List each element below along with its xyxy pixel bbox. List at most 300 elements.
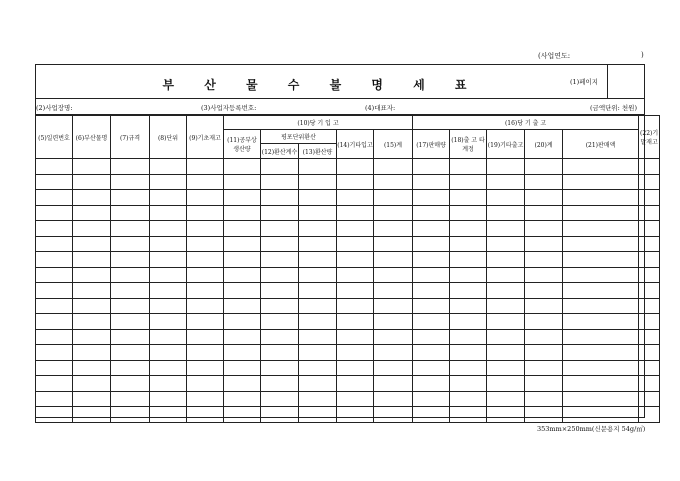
table-cell[interactable]	[36, 376, 73, 392]
table-cell[interactable]	[187, 360, 224, 376]
table-cell[interactable]	[150, 205, 187, 221]
table-cell[interactable]	[111, 236, 150, 252]
table-cell[interactable]	[374, 221, 413, 237]
table-cell[interactable]	[224, 391, 261, 407]
table-cell[interactable]	[413, 298, 450, 314]
table-cell[interactable]	[374, 345, 413, 361]
table-cell[interactable]	[374, 159, 413, 175]
table-cell[interactable]	[299, 407, 337, 423]
table-cell[interactable]	[563, 391, 639, 407]
col-sales-quantity: (17)판매량	[413, 130, 450, 159]
table-cell[interactable]	[487, 159, 525, 175]
table-cell[interactable]	[261, 376, 299, 392]
table-cell[interactable]	[563, 252, 639, 268]
table-row	[36, 205, 660, 221]
table-cell[interactable]	[487, 283, 525, 299]
table-cell[interactable]	[374, 190, 413, 206]
page-number-box[interactable]	[607, 64, 646, 98]
table-cell[interactable]	[36, 314, 73, 330]
table-cell[interactable]	[374, 329, 413, 345]
table-cell[interactable]	[450, 407, 487, 423]
table-cell[interactable]	[525, 376, 563, 392]
table-cell[interactable]	[450, 298, 487, 314]
table-cell[interactable]	[224, 329, 261, 345]
table-cell[interactable]	[450, 205, 487, 221]
table-cell[interactable]	[563, 314, 639, 330]
table-cell[interactable]	[337, 267, 374, 283]
table-cell[interactable]	[413, 391, 450, 407]
table-cell[interactable]	[299, 190, 337, 206]
table-cell[interactable]	[73, 159, 111, 175]
title-row	[35, 64, 645, 99]
table-cell[interactable]	[413, 174, 450, 190]
table-cell[interactable]	[261, 159, 299, 175]
table-cell[interactable]	[337, 345, 374, 361]
table-cell[interactable]	[261, 190, 299, 206]
table-cell[interactable]	[261, 174, 299, 190]
table-cell[interactable]	[36, 252, 73, 268]
col-conversion-factor: (12)환산계수	[261, 144, 299, 159]
table-cell[interactable]	[639, 283, 660, 299]
table-cell[interactable]	[150, 329, 187, 345]
table-cell[interactable]	[487, 190, 525, 206]
table-cell[interactable]	[187, 267, 224, 283]
table-cell[interactable]	[36, 360, 73, 376]
table-cell[interactable]	[487, 205, 525, 221]
table-cell[interactable]	[299, 236, 337, 252]
table-cell[interactable]	[224, 407, 261, 423]
table-cell[interactable]	[150, 298, 187, 314]
table-row	[36, 298, 660, 314]
table-cell[interactable]	[299, 252, 337, 268]
table-cell[interactable]	[224, 267, 261, 283]
table-cell[interactable]	[299, 314, 337, 330]
table-cell[interactable]	[413, 345, 450, 361]
table-cell[interactable]	[374, 267, 413, 283]
table-cell[interactable]	[111, 267, 150, 283]
table-cell[interactable]	[299, 205, 337, 221]
table-cell[interactable]	[150, 252, 187, 268]
table-cell[interactable]	[337, 190, 374, 206]
table-cell[interactable]	[413, 314, 450, 330]
table-cell[interactable]	[111, 314, 150, 330]
table-cell[interactable]	[187, 174, 224, 190]
table-cell[interactable]	[299, 267, 337, 283]
table-cell[interactable]	[36, 205, 73, 221]
table-cell[interactable]	[299, 283, 337, 299]
table-cell[interactable]	[150, 376, 187, 392]
table-cell[interactable]	[487, 314, 525, 330]
col-sales-amount: (21)판매액	[563, 130, 639, 159]
table-cell[interactable]	[261, 221, 299, 237]
table-cell[interactable]	[150, 190, 187, 206]
table-cell[interactable]	[224, 360, 261, 376]
table-cell[interactable]	[450, 283, 487, 299]
table-cell[interactable]	[224, 236, 261, 252]
table-cell[interactable]	[450, 267, 487, 283]
table-cell[interactable]	[413, 376, 450, 392]
table-cell[interactable]	[413, 283, 450, 299]
table-cell[interactable]	[337, 360, 374, 376]
table-cell[interactable]	[563, 376, 639, 392]
table-cell[interactable]	[563, 236, 639, 252]
table-cell[interactable]	[374, 236, 413, 252]
table-cell[interactable]	[111, 174, 150, 190]
table-cell[interactable]	[299, 174, 337, 190]
table-cell[interactable]	[150, 159, 187, 175]
table-cell[interactable]	[374, 174, 413, 190]
table-cell[interactable]	[413, 236, 450, 252]
table-cell[interactable]	[111, 391, 150, 407]
table-cell[interactable]	[639, 267, 660, 283]
table-cell[interactable]	[487, 221, 525, 237]
table-cell[interactable]	[261, 205, 299, 221]
table-cell[interactable]	[639, 407, 660, 423]
info-row	[35, 99, 645, 115]
table-cell[interactable]	[525, 345, 563, 361]
table-cell[interactable]	[73, 236, 111, 252]
table-cell[interactable]	[337, 252, 374, 268]
table-cell[interactable]	[374, 298, 413, 314]
table-cell[interactable]	[261, 267, 299, 283]
table-cell[interactable]	[450, 376, 487, 392]
table-cell[interactable]	[337, 283, 374, 299]
table-cell[interactable]	[450, 221, 487, 237]
table-cell[interactable]	[224, 205, 261, 221]
table-cell[interactable]	[639, 329, 660, 345]
table-cell[interactable]	[639, 298, 660, 314]
table-cell[interactable]	[563, 174, 639, 190]
table-cell[interactable]	[36, 283, 73, 299]
table-cell[interactable]	[73, 314, 111, 330]
table-cell[interactable]	[639, 221, 660, 237]
table-cell[interactable]	[36, 159, 73, 175]
table-cell[interactable]	[563, 190, 639, 206]
table-cell[interactable]	[525, 314, 563, 330]
table-cell[interactable]	[337, 329, 374, 345]
table-cell[interactable]	[639, 345, 660, 361]
table-cell[interactable]	[450, 391, 487, 407]
table-cell[interactable]	[487, 236, 525, 252]
table-cell[interactable]	[261, 360, 299, 376]
table-cell[interactable]	[337, 376, 374, 392]
table-cell[interactable]	[413, 407, 450, 423]
table-cell[interactable]	[111, 283, 150, 299]
table-cell[interactable]	[187, 221, 224, 237]
currency-unit-label: (금액단위: 천원)	[590, 104, 638, 112]
table-cell[interactable]	[525, 174, 563, 190]
table-cell[interactable]	[450, 360, 487, 376]
col-spec: (7)규격	[111, 116, 150, 159]
table-cell[interactable]	[413, 267, 450, 283]
table-cell[interactable]	[187, 376, 224, 392]
table-cell[interactable]	[450, 159, 487, 175]
table-cell[interactable]	[639, 159, 660, 175]
table-cell[interactable]	[261, 236, 299, 252]
table-cell[interactable]	[111, 360, 150, 376]
table-cell[interactable]	[73, 391, 111, 407]
table-cell[interactable]	[150, 345, 187, 361]
table-cell[interactable]	[413, 205, 450, 221]
table-cell[interactable]	[36, 174, 73, 190]
col-incoming-total: (15)계	[374, 130, 413, 159]
table-cell[interactable]	[187, 329, 224, 345]
table-cell[interactable]	[413, 190, 450, 206]
table-cell[interactable]	[450, 174, 487, 190]
table-cell[interactable]	[639, 236, 660, 252]
table-cell[interactable]	[73, 345, 111, 361]
col-byproduct-name: (6)부산물명	[73, 116, 111, 159]
table-cell[interactable]	[150, 360, 187, 376]
table-cell[interactable]	[111, 221, 150, 237]
table-cell[interactable]	[73, 407, 111, 423]
table-cell[interactable]	[563, 407, 639, 423]
table-cell[interactable]	[299, 391, 337, 407]
table-cell[interactable]	[111, 298, 150, 314]
table-cell[interactable]	[224, 345, 261, 361]
table-cell[interactable]	[224, 283, 261, 299]
table-cell[interactable]	[36, 221, 73, 237]
table-cell[interactable]	[563, 345, 639, 361]
table-cell[interactable]	[150, 283, 187, 299]
col-incoming-group: (10)당 기 입 고	[224, 116, 413, 130]
table-cell[interactable]	[525, 283, 563, 299]
table-cell[interactable]	[73, 376, 111, 392]
table-cell[interactable]	[563, 267, 639, 283]
table-cell[interactable]	[487, 360, 525, 376]
table-cell[interactable]	[563, 159, 639, 175]
table-cell[interactable]	[639, 314, 660, 330]
col-opening-stock: (9)기초재고	[187, 116, 224, 159]
table-cell[interactable]	[111, 345, 150, 361]
table-cell[interactable]	[487, 376, 525, 392]
table-cell[interactable]	[337, 159, 374, 175]
table-cell[interactable]	[224, 159, 261, 175]
table-cell[interactable]	[224, 252, 261, 268]
table-cell[interactable]	[374, 407, 413, 423]
table-cell[interactable]	[299, 329, 337, 345]
table-cell[interactable]	[337, 391, 374, 407]
table-cell[interactable]	[374, 360, 413, 376]
table-cell[interactable]	[224, 174, 261, 190]
table-cell[interactable]	[525, 329, 563, 345]
table-cell[interactable]	[187, 407, 224, 423]
table-cell[interactable]	[374, 283, 413, 299]
table-cell[interactable]	[150, 391, 187, 407]
table-cell[interactable]	[36, 345, 73, 361]
table-cell[interactable]	[261, 252, 299, 268]
table-cell[interactable]	[73, 174, 111, 190]
table-cell[interactable]	[299, 221, 337, 237]
table-cell[interactable]	[111, 252, 150, 268]
table-cell[interactable]	[374, 376, 413, 392]
table-cell[interactable]	[150, 174, 187, 190]
table-cell[interactable]	[639, 190, 660, 206]
table-cell[interactable]	[413, 360, 450, 376]
table-cell[interactable]	[187, 298, 224, 314]
table-cell[interactable]	[36, 236, 73, 252]
table-cell[interactable]	[261, 283, 299, 299]
table-cell[interactable]	[563, 221, 639, 237]
table-row	[36, 267, 660, 283]
col-transfer-account: (18)출 고 타계정	[450, 130, 487, 159]
table-cell[interactable]	[639, 205, 660, 221]
table-cell[interactable]	[261, 407, 299, 423]
table-cell[interactable]	[450, 252, 487, 268]
table-cell[interactable]	[111, 205, 150, 221]
table-cell[interactable]	[525, 267, 563, 283]
company-name-label: (2)사업장명:	[36, 104, 73, 112]
table-cell[interactable]	[299, 345, 337, 361]
table-cell[interactable]	[374, 391, 413, 407]
table-cell[interactable]	[413, 329, 450, 345]
col-other-incoming: (14)기타입고	[337, 130, 374, 159]
table-cell[interactable]	[525, 205, 563, 221]
table-cell[interactable]	[36, 407, 73, 423]
table-cell[interactable]	[487, 345, 525, 361]
table-cell[interactable]	[187, 159, 224, 175]
table-cell[interactable]	[487, 252, 525, 268]
table-cell[interactable]	[337, 236, 374, 252]
table-cell[interactable]	[111, 376, 150, 392]
table-cell[interactable]	[337, 298, 374, 314]
table-row	[36, 329, 660, 345]
table-cell[interactable]	[374, 314, 413, 330]
table-cell[interactable]	[73, 252, 111, 268]
table-cell[interactable]	[525, 407, 563, 423]
table-cell[interactable]	[187, 205, 224, 221]
table-cell[interactable]	[150, 314, 187, 330]
table-cell[interactable]	[299, 376, 337, 392]
table-cell[interactable]	[563, 205, 639, 221]
table-cell[interactable]	[36, 391, 73, 407]
table-row	[36, 345, 660, 361]
table-cell[interactable]	[150, 236, 187, 252]
paper-spec: 353mm×250mm(신문용지 54g/㎡)	[537, 425, 646, 433]
table-cell[interactable]	[525, 236, 563, 252]
table-cell[interactable]	[374, 252, 413, 268]
table-cell[interactable]	[450, 236, 487, 252]
table-cell[interactable]	[187, 252, 224, 268]
table-cell[interactable]	[563, 329, 639, 345]
table-cell[interactable]	[487, 407, 525, 423]
table-cell[interactable]	[487, 267, 525, 283]
col-unit-conversion-group: 평포단위환산	[261, 130, 337, 144]
table-cell[interactable]	[450, 329, 487, 345]
table-cell[interactable]	[639, 376, 660, 392]
table-cell[interactable]	[187, 236, 224, 252]
table-cell[interactable]	[224, 221, 261, 237]
table-cell[interactable]	[413, 159, 450, 175]
table-cell[interactable]	[36, 190, 73, 206]
table-cell[interactable]	[261, 314, 299, 330]
table-cell[interactable]	[299, 360, 337, 376]
table-cell[interactable]	[450, 345, 487, 361]
form-title: 부 산 물 수 불 명 세 표	[162, 78, 480, 92]
table-cell[interactable]	[73, 360, 111, 376]
table-cell[interactable]	[299, 298, 337, 314]
table-cell[interactable]	[525, 221, 563, 237]
table-cell[interactable]	[224, 298, 261, 314]
table-cell[interactable]	[224, 190, 261, 206]
table-cell[interactable]	[639, 252, 660, 268]
table-cell[interactable]	[261, 329, 299, 345]
table-cell[interactable]	[187, 314, 224, 330]
table-row	[36, 190, 660, 206]
table-cell[interactable]	[73, 283, 111, 299]
table-cell[interactable]	[187, 190, 224, 206]
table-cell[interactable]	[413, 252, 450, 268]
table-row	[36, 159, 660, 175]
table-cell[interactable]	[73, 298, 111, 314]
table-cell[interactable]	[337, 314, 374, 330]
table-cell[interactable]	[111, 329, 150, 345]
table-cell[interactable]	[639, 391, 660, 407]
table-cell[interactable]	[639, 174, 660, 190]
table-cell[interactable]	[525, 252, 563, 268]
table-cell[interactable]	[224, 376, 261, 392]
table-cell[interactable]	[413, 221, 450, 237]
table-cell[interactable]	[261, 298, 299, 314]
table-cell[interactable]	[487, 174, 525, 190]
table-cell[interactable]	[337, 174, 374, 190]
table-cell[interactable]	[487, 298, 525, 314]
table-cell[interactable]	[639, 360, 660, 376]
table-row	[36, 283, 660, 299]
table-cell[interactable]	[111, 407, 150, 423]
table-cell[interactable]	[563, 360, 639, 376]
table-cell[interactable]	[563, 298, 639, 314]
table-cell[interactable]	[150, 407, 187, 423]
table-cell[interactable]	[187, 283, 224, 299]
table-cell[interactable]	[73, 205, 111, 221]
table-cell[interactable]	[525, 190, 563, 206]
table-cell[interactable]	[337, 407, 374, 423]
table-cell[interactable]	[187, 345, 224, 361]
table-cell[interactable]	[73, 190, 111, 206]
table-cell[interactable]	[487, 391, 525, 407]
table-cell[interactable]	[450, 314, 487, 330]
business-year-label: (사업연도:	[538, 52, 571, 60]
table-cell[interactable]	[261, 391, 299, 407]
table-cell[interactable]	[261, 345, 299, 361]
table-cell[interactable]	[150, 221, 187, 237]
table-cell[interactable]	[73, 267, 111, 283]
table-cell[interactable]	[36, 267, 73, 283]
registration-number-label: (3)사업자등록번호:	[201, 104, 257, 112]
table-cell[interactable]	[73, 221, 111, 237]
table-cell[interactable]	[150, 267, 187, 283]
table-cell[interactable]	[487, 329, 525, 345]
table-cell[interactable]	[337, 221, 374, 237]
table-cell[interactable]	[525, 159, 563, 175]
table-cell[interactable]	[450, 190, 487, 206]
table-cell[interactable]	[111, 190, 150, 206]
table-cell[interactable]	[299, 159, 337, 175]
table-cell[interactable]	[337, 205, 374, 221]
table-cell[interactable]	[525, 360, 563, 376]
table-cell[interactable]	[563, 283, 639, 299]
table-cell[interactable]	[374, 205, 413, 221]
table-cell[interactable]	[224, 314, 261, 330]
table-cell[interactable]	[36, 298, 73, 314]
table-cell[interactable]	[525, 298, 563, 314]
table-cell[interactable]	[73, 329, 111, 345]
table-cell[interactable]	[187, 391, 224, 407]
table-cell[interactable]	[111, 159, 150, 175]
table-cell[interactable]	[525, 391, 563, 407]
table-cell[interactable]	[36, 329, 73, 345]
